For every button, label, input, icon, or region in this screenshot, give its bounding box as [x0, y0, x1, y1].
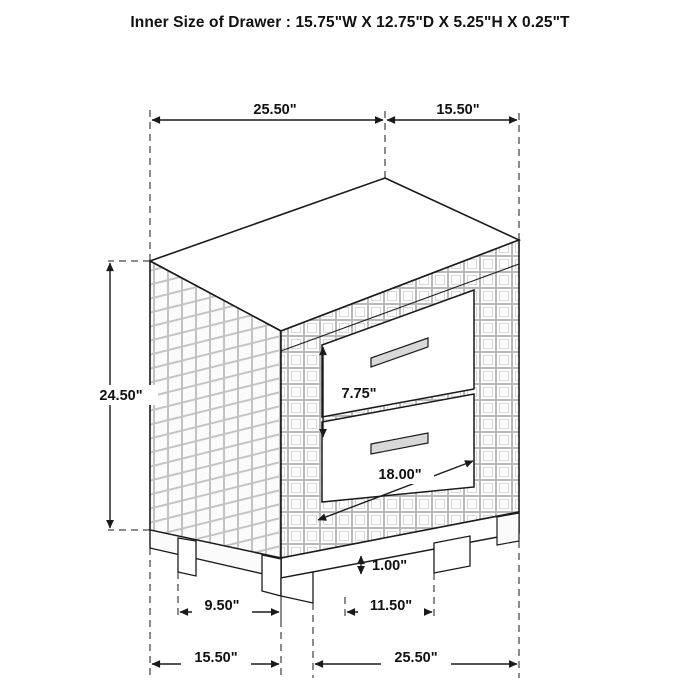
label-drawer-height: 7.75"	[341, 386, 377, 402]
page-title: Inner Size of Drawer : 15.75"W X 12.75"D X 5.25"H X 0.25"T	[130, 14, 570, 31]
label-bottom-left-total: 15.50"	[194, 650, 238, 666]
label-drawer-width: 18.00"	[378, 467, 422, 483]
foot-front-left	[262, 555, 281, 596]
label-top-left: 25.50"	[253, 102, 297, 118]
label-foot-height: 1.00"	[372, 558, 408, 574]
label-top-right: 15.50"	[436, 102, 480, 118]
label-left-height: 24.50"	[99, 388, 143, 404]
foot-front-left-face	[281, 572, 313, 603]
label-bottom-left-small: 9.50"	[204, 598, 240, 614]
foot-front-right	[434, 536, 470, 573]
label-bottom-right-total: 25.50"	[394, 650, 438, 666]
foot-rear-left	[178, 538, 196, 576]
label-bottom-right-small: 11.50"	[369, 598, 413, 614]
foot-rear-right	[497, 513, 519, 545]
